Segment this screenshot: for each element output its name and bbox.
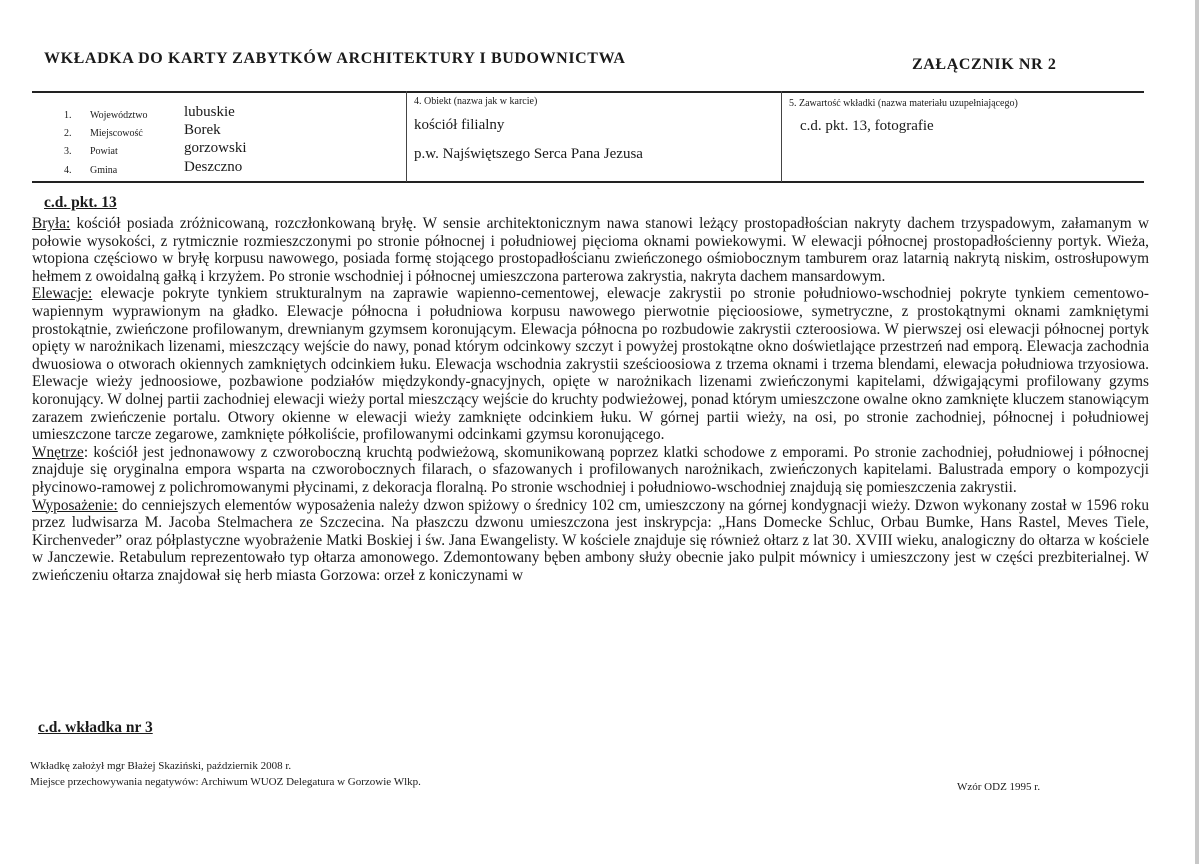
location-num: 1. <box>64 110 72 121</box>
location-num: 3. <box>64 146 72 157</box>
paragraph-label: Elewacje: <box>32 285 93 303</box>
form-title: WKŁADKA DO KARTY ZABYTKÓW ARCHITEKTURY I BUDOWNICTWA <box>44 50 626 67</box>
location-label: Gmina <box>90 165 118 176</box>
paragraph-text: do cenniejszych elementów wyposażenia należy dzwon spiżowy o średnicy 102 cm, umieszczony na górnej kondygnacji wieży. Dzwon wykonany został w 1596 roku przez ludwisarza M. Jacoba Stelmachera ze Szczecina. Na płaszczu dzwonu umieszczona jest inskrypcja: „Hans Domecke Schluc, Orbau Bumke, Hans Rastel, Meves Tiele, Kirchenveder” oraz półplastyczne wyobrażenie Matki Boskiej i św. Jana Ewangelisty. W kościele znajduje się również ołtarz z lat 30. XVIII wieku, analogiczny do ołtarza w kościele w Janczewie. Retabulum reprezentowało typ ołtarza amonowego. Zdemontowany bęben ambony służy obecnie jako pulpit mównicy i umieszczony jest w części prezbiterialnej. W zwieńczeniu ołtarza znajdował się herb miasta Gorzowa: orzeł z koniczynami w <box>32 496 1149 584</box>
paragraph-text: kościół posiada zróżnicowaną, rozczłonkowaną bryłę. W sensie architektonicznym nawa stanowi leżący prostopadłościan nakryty dachem trzyspadowym, załamanym w połowie wysokości, z rytmicznie rozmieszczonymi po stronie północnej i południowej pięcioma oknami powiekowymi. W elewacji północnej prostopadłościenny portyk. Wieża, wtopiona częściowo w bryłę korpusu nawowego, posiada formę stojącego prostopadłościanu zwieńczonego ośmiobocznym tamburem oraz latarnią nakrytą niskim, ostrosłupowym hełmem z owoidalną gałką i krzyżem. Po stronie wschodniej i północnej umieszczona parterowa zakrystia, nakryta dachem mansardowym. <box>32 215 1149 285</box>
column-divider <box>406 91 407 182</box>
scan-edge <box>1195 0 1199 864</box>
paragraph-text: : kościół jest jednonawowy z czworoboczną kruchtą podwieżową, skomunikowaną poprzez klatki schodowe z emporami. Po stronie zachodniej, południowej i północnej znajduje się oryginalna empora wsparta na czworobocznych filarach, o sfazowanych i profilowanych narożnikach, zwieńczonych kapitelami. Balustrada empory o kompozycji płycinowo-ramowej z polichromowanymi płycinami, z dekoracja floralną. Po stronie wschodniej i południowo-wschodniej znajdują się pomieszczenia zakrystii. <box>32 443 1149 496</box>
footer-author: Wkładkę założył mgr Błażej Skaziński, październik 2008 r. <box>30 760 292 772</box>
continuation-heading: c.d. wkładka nr 3 <box>38 719 153 736</box>
object-type: kościół filialny <box>414 117 505 133</box>
contents-heading: 5. Zawartość wkładki (nazwa materiału uzupełniającego) <box>789 98 1018 109</box>
paragraph-label: Bryła: <box>32 215 71 232</box>
location-value: lubuskie <box>184 104 235 120</box>
description-body <box>32 215 1149 584</box>
table-bottom-rule <box>32 181 1144 183</box>
location-label: Miejscowość <box>90 128 143 139</box>
section-heading: c.d. pkt. 13 <box>44 194 117 211</box>
location-value: Borek <box>184 122 221 138</box>
table-top-rule <box>32 91 1144 93</box>
location-label: Powiat <box>90 146 118 157</box>
object-heading: 4. Obiekt (nazwa jak w karcie) <box>414 96 538 107</box>
footer-template: Wzór ODZ 1995 r. <box>957 781 1041 793</box>
contents-value: c.d. pkt. 13, fotografie <box>800 118 934 134</box>
column-divider <box>781 91 782 182</box>
location-value: gorzowski <box>184 140 247 156</box>
object-dedication: p.w. Najświętszego Serca Pana Jezusa <box>414 146 643 162</box>
paragraph-bryla <box>32 215 1149 285</box>
paragraph-wnetrze <box>32 444 1149 497</box>
location-num: 2. <box>64 128 72 139</box>
paragraph-text: elewacje pokryte tynkiem strukturalnym na zaprawie wapienno-cementowej, elewacje zakrystii po stronie południowo-wschodniej pokryte tynkiem cementowo-wapiennym wyprawionym na gładko. Elewacje północna i południowa korpusu nawowego pierwotnie pięcioosiowe, symetryczne, z prostokątnymi oknami zamkniętymi prostokątnie, zwieńczone profilowanym, drewnianym gzymsem koronującym. Elewacja północna po rozbudowie zakrystii czteroosiowa. W pierwszej osi elewacji północnej portyk opięty w narożnikach lizenami, mieszczący wejście do nawy, ponad którym odcinkowy szczyt i powyżej prostokątne okno doświetlające przestrzeń nad emporą. Elewacja zachodnia dwuosiowa o otworach okiennych zamkniętych odcinkiem łuku. Elewacja wschodnia zakrystii sześcioosiowa z trzema oknami i trzema blendami, elewacja południowa trzyosiowa. Elewacje wieży jednoosiowe, pozbawione podziałów międzykondy-gnacyjnych, opięte w narożnikach lizenami zwieńczonymi kapitelami, dźwigającymi profilowany gzyms koronujący. W dolnej partii zachodniej elewacji wieży portal mieszczący wejście do kruchty podwieżowej, ponad którym umieszczone owalne okno zamknięte kluczem stanowiącym zarazem zwieńczenie portalu. Otwory okienne w elewacji wieży zamknięte odcinkiem łuku. W górnej partii wieży, na osi, po stronie zachodniej, północnej i południowej umieszczone tarcze zegarowe, zamknięte półkoliście, profilowanymi odcinkami gzymsu koronującego. <box>32 285 1149 444</box>
location-num: 4. <box>64 165 72 176</box>
paragraph-label: Wnętrze <box>32 443 84 461</box>
paragraph-elewacje <box>32 285 1149 443</box>
location-value: Deszczno <box>184 159 243 175</box>
annex-label: ZAŁĄCZNIK NR 2 <box>912 56 1057 73</box>
footer-storage: Miejsce przechowywania negatywów: Archiwum WUOZ Delegatura w Gorzowie Wlkp. <box>30 776 421 788</box>
location-label: Województwo <box>90 110 148 121</box>
paragraph-label: Wyposażenie: <box>32 496 118 514</box>
paragraph-wyposazenie <box>32 497 1149 585</box>
